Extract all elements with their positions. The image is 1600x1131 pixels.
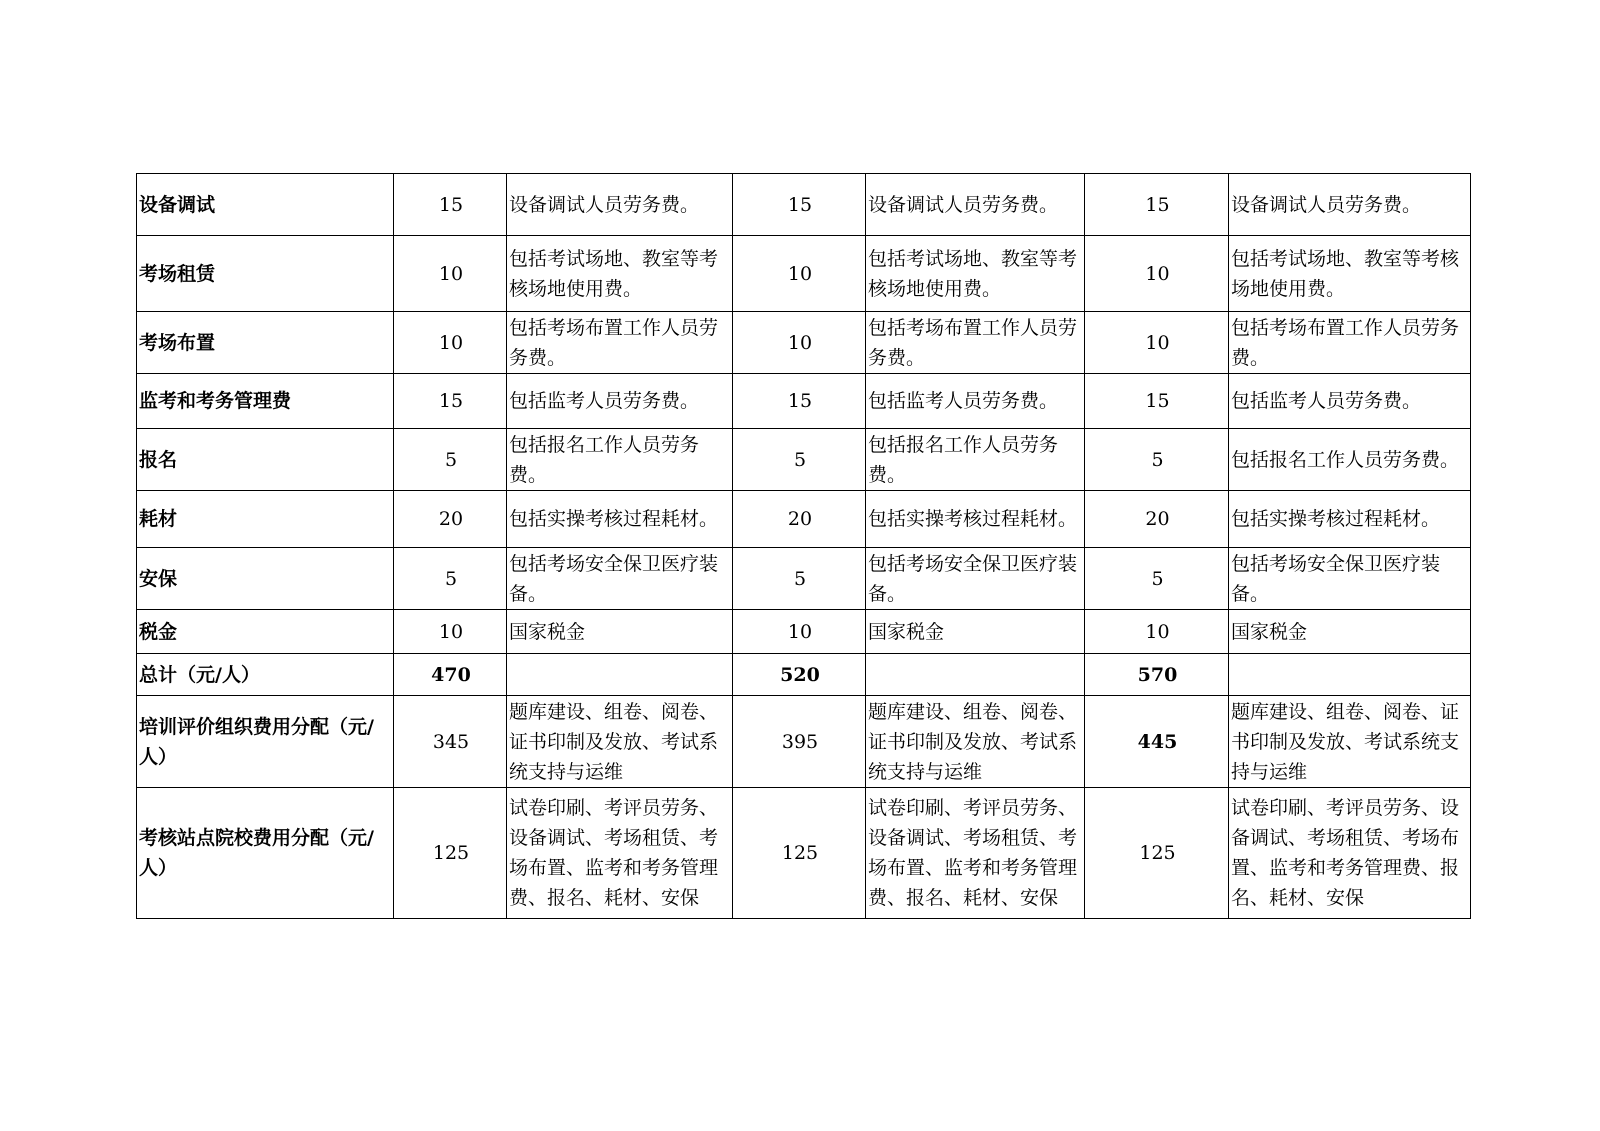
standard-1-description: 包括考试场地、教室等考核场地使用费。 [507,236,733,312]
standard-1-amount: 10 [394,610,507,654]
standard-3-amount: 15 [1085,174,1229,236]
standard-3-amount: 20 [1085,491,1229,548]
standard-3-amount: 15 [1085,374,1229,429]
standard-3-description: 国家税金 [1229,610,1471,654]
standard-3-description: 包括报名工作人员劳务费。 [1229,429,1471,491]
standard-2-amount: 10 [733,236,866,312]
standard-3-description: 包括考场布置工作人员劳务费。 [1229,312,1471,374]
table-row [137,610,1471,654]
standard-3-total: 570 [1085,654,1229,696]
item-name: 总计（元/人） [137,654,394,696]
standard-1-amount: 345 [394,696,507,788]
standard-3-description: 设备调试人员劳务费。 [1229,174,1471,236]
fee-table [136,173,1471,919]
standard-2-description: 包括监考人员劳务费。 [866,374,1085,429]
standard-2-amount: 20 [733,491,866,548]
table-row [137,174,1471,236]
item-name: 报名 [137,429,394,491]
standard-3-description: 包括考试场地、教室等考核场地使用费。 [1229,236,1471,312]
table-row [137,312,1471,374]
standard-1-description: 包括考场布置工作人员劳务费。 [507,312,733,374]
standard-1-description: 包括实操考核过程耗材。 [507,491,733,548]
standard-1-description: 题库建设、组卷、阅卷、证书印制及发放、考试系统支持与运维 [507,696,733,788]
standard-2-amount: 15 [733,374,866,429]
standard-2-amount: 5 [733,429,866,491]
standard-1-amount: 5 [394,429,507,491]
standard-1-amount: 10 [394,312,507,374]
standard-2-amount: 10 [733,610,866,654]
standard-3-description: 试卷印刷、考评员劳务、设备调试、考场租赁、考场布置、监考和考务管理费、报名、耗材、安保 [1229,788,1471,919]
standard-2-amount: 15 [733,174,866,236]
standard-1-description: 包括考场安全保卫医疗装备。 [507,548,733,610]
item-name: 考场租赁 [137,236,394,312]
item-name: 税金 [137,610,394,654]
standard-3-description: 包括考场安全保卫医疗装备。 [1229,548,1471,610]
standard-2-description: 试卷印刷、考评员劳务、设备调试、考场租赁、考场布置、监考和考务管理费、报名、耗材、安保 [866,788,1085,919]
table-row [137,548,1471,610]
standard-3-amount: 125 [1085,788,1229,919]
standard-3-description: 包括监考人员劳务费。 [1229,374,1471,429]
standard-3-amount: 10 [1085,610,1229,654]
item-name: 考场布置 [137,312,394,374]
table-row [137,696,1471,788]
standard-1-total: 470 [394,654,507,696]
standard-2-amount: 10 [733,312,866,374]
standard-3-amount: 5 [1085,429,1229,491]
standard-1-description: 试卷印刷、考评员劳务、设备调试、考场租赁、考场布置、监考和考务管理费、报名、耗材、安保 [507,788,733,919]
standard-1-amount: 10 [394,236,507,312]
standard-3-amount: 5 [1085,548,1229,610]
standard-3-description: 题库建设、组卷、阅卷、证书印制及发放、考试系统支持与运维 [1229,696,1471,788]
item-name: 考核站点院校费用分配（元/人） [137,788,394,919]
standard-2-description: 包括考场安全保卫医疗装备。 [866,548,1085,610]
table-row [137,788,1471,919]
item-name: 监考和考务管理费 [137,374,394,429]
standard-3-description [1229,654,1471,696]
standard-1-description: 设备调试人员劳务费。 [507,174,733,236]
standard-3-amount: 10 [1085,312,1229,374]
standard-2-description: 包括考试场地、教室等考核场地使用费。 [866,236,1085,312]
standard-1-amount: 125 [394,788,507,919]
table-row [137,236,1471,312]
standard-3-amount: 10 [1085,236,1229,312]
standard-2-amount: 5 [733,548,866,610]
standard-2-amount: 125 [733,788,866,919]
standard-1-description: 包括监考人员劳务费。 [507,374,733,429]
standard-3-description: 包括实操考核过程耗材。 [1229,491,1471,548]
item-name: 耗材 [137,491,394,548]
standard-1-description [507,654,733,696]
standard-1-description: 国家税金 [507,610,733,654]
standard-1-amount: 5 [394,548,507,610]
standard-2-total: 520 [733,654,866,696]
table-row [137,374,1471,429]
standard-2-description: 包括报名工作人员劳务费。 [866,429,1085,491]
standard-2-description: 包括实操考核过程耗材。 [866,491,1085,548]
standard-1-amount: 15 [394,374,507,429]
standard-2-description: 国家税金 [866,610,1085,654]
total-row [137,654,1471,696]
item-name: 安保 [137,548,394,610]
standard-2-amount: 395 [733,696,866,788]
item-name: 培训评价组织费用分配（元/人） [137,696,394,788]
standard-2-description: 题库建设、组卷、阅卷、证书印制及发放、考试系统支持与运维 [866,696,1085,788]
standard-1-amount: 20 [394,491,507,548]
standard-2-description: 包括考场布置工作人员劳务费。 [866,312,1085,374]
standard-1-description: 包括报名工作人员劳务费。 [507,429,733,491]
table-row [137,429,1471,491]
standard-2-description [866,654,1085,696]
table-row [137,491,1471,548]
standard-3-amount: 445 [1085,696,1229,788]
standard-2-description: 设备调试人员劳务费。 [866,174,1085,236]
standard-1-amount: 15 [394,174,507,236]
item-name: 设备调试 [137,174,394,236]
